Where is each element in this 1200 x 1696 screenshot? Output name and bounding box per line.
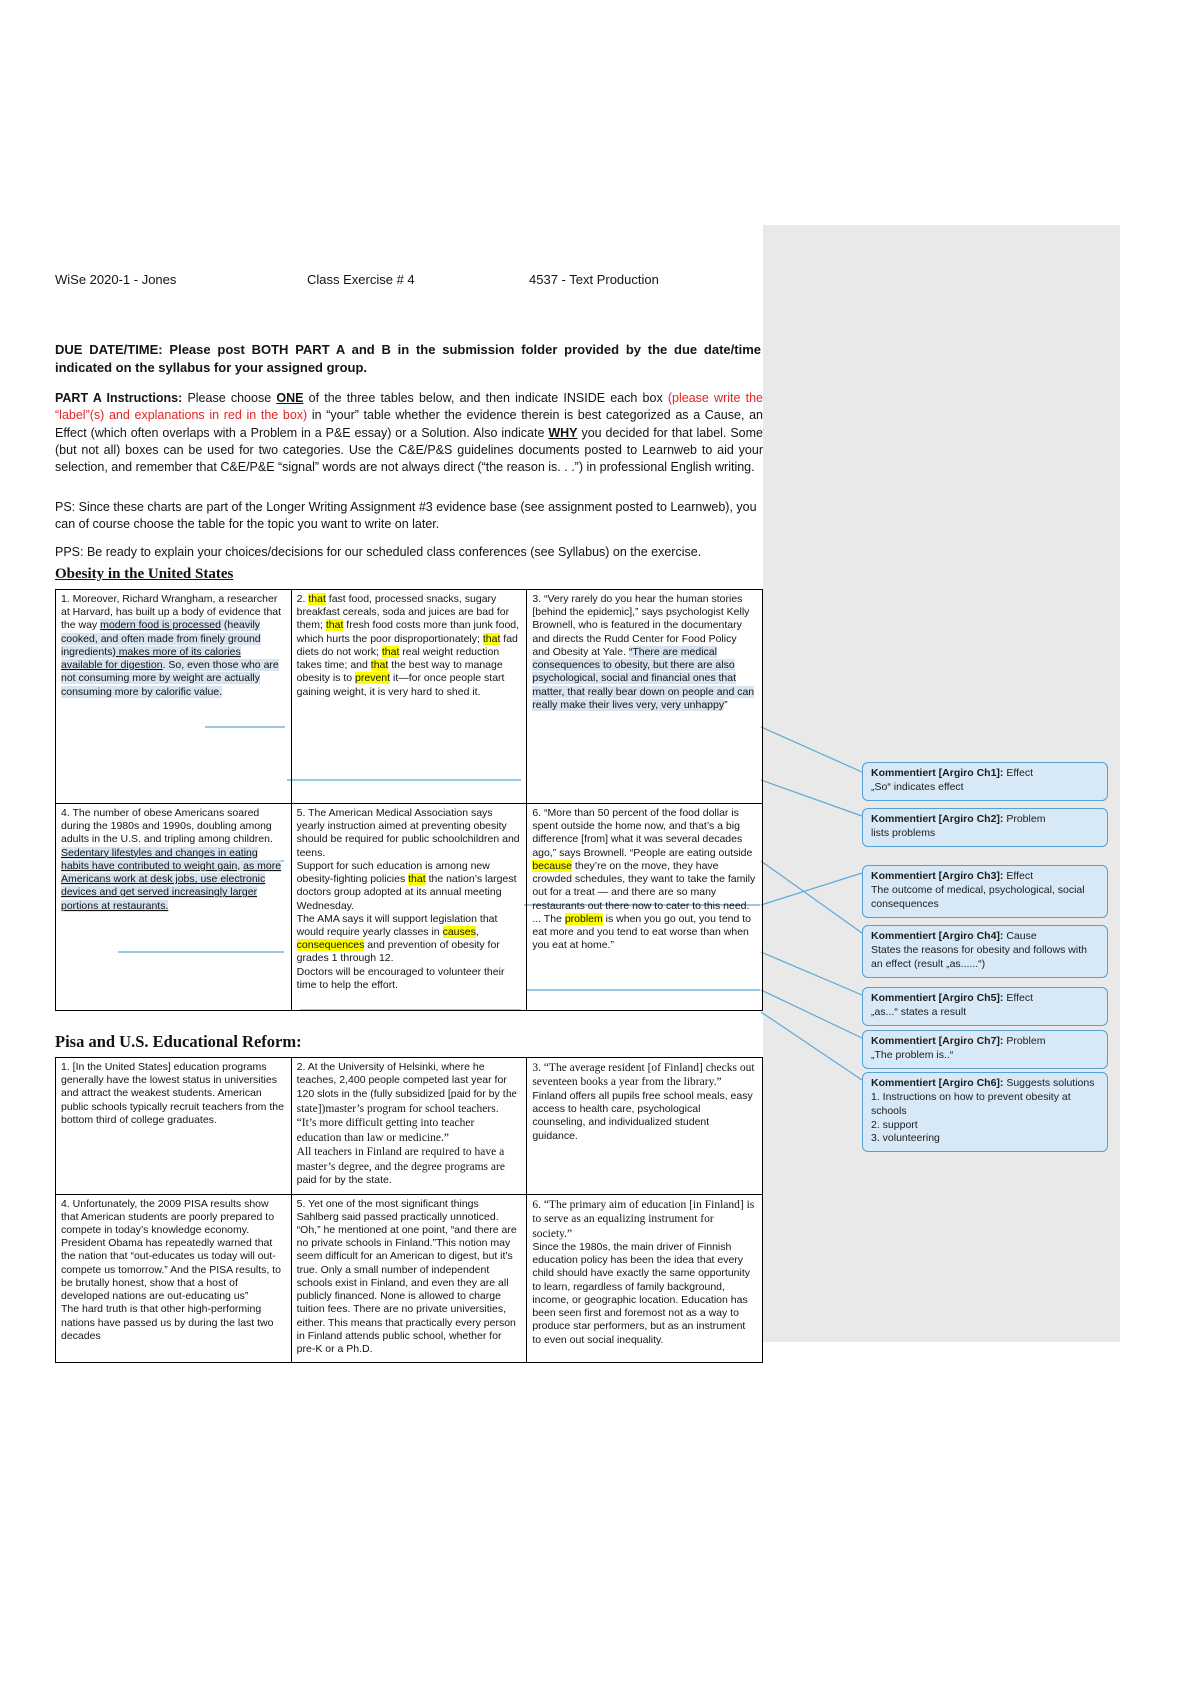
pisa-table: [55, 1057, 763, 1363]
comment-label: Kommentiert [Argiro Ch1]:: [871, 767, 1007, 779]
obesity-cell-5: 5. The American Medical Association says yearly instruction aimed at preventing obesity should be required for public schoolchildren and teens. Support for such education is among new obesity-fighting policies that the nation’s largest doctors group adopted at its annual meeting Wednesday. The AMA says it will support legislation that would require yearly classes in causes, consequences and prevention of obesity for grades 1 through 12. Doctors will be encouraged to volunteer their time to help the effort.: [291, 804, 527, 1011]
comment-label: Kommentiert [Argiro Ch6]:: [871, 1077, 1007, 1089]
comment-body: lists problems: [871, 826, 936, 839]
comment-header: [871, 992, 1099, 1006]
comment-argiro-ch7[interactable]: [862, 1030, 1108, 1069]
pisa-cell-6: 6. “The primary aim of education [in Finland] is to serve as an equalizing instrument for society.” Since the 1980s, the main driver of Finnish education policy has been the idea that every child should have exactly the same opportunity to learn, regardless of family background, income, or geographic location. Education has been seen first and foremost not as a way to produce star performers, but as an instrument to even out social inequality.: [527, 1194, 763, 1363]
part-a-instructions-paragraph: PART A Instructions: Please choose ONE of the three tables below, and then indicate INSIDE each box (please write the “label”(s) and explanations in red in the box) in “your” table whether the evidence therein is best categorized as a Cause, an Effect (which often overlaps with a Problem in a P&E essay) or a Solution. Also indicate WHY you decided for that label. Some (but not all) boxes can be used for two categories. Use the C&E/P&S guidelines documents posted to Learnweb to aid your selection, and remember that C&E/P&E “signal” words are not always direct (“the reason is. . .”) in professional English writing.: [55, 391, 763, 474]
comment-label: Kommentiert [Argiro Ch4]:: [871, 930, 1007, 942]
obesity-cell-2: 2. that fast food, processed snacks, sugary breakfast cereals, soda and juices are bad for them; that fresh food costs more than junk food, which hurts the poor disproportionately; that fad diets do not work; that real weight reduction takes time; and that the best way to manage obesity is to prevent it—for once people start gaining weight, it is very hard to shed it.: [291, 590, 527, 804]
comment-body: „So“ indicates effect: [871, 780, 964, 793]
pisa-cell-2: 2. At the University of Helsinki, where he teaches, 2,400 people competed last year for 120 slots in the (fully subsidized [paid for by the state])master’s program for school teachers. “It’s more difficult getting into teacher education than law or medicine.” All teachers in Finland are required to have a master’s degree, and the degree programs are paid for by the state.: [291, 1058, 527, 1195]
comment-label: Kommentiert [Argiro Ch3]:: [871, 870, 1007, 882]
comment-argiro-ch6[interactable]: [862, 1072, 1108, 1152]
pisa-table-row-2: [56, 1194, 763, 1363]
comment-category: Problem: [1006, 1035, 1046, 1047]
comment-label: Kommentiert [Argiro Ch2]:: [871, 813, 1007, 825]
obesity-table-row-2: [56, 804, 763, 1011]
header-course-term: WiSe 2020-1 - Jones: [55, 272, 177, 287]
pisa-cell-1: 1. [In the United States] education programs generally have the lowest status in universities and attract the weakest students. American public schools typically recruit teachers from the bottom third of college graduates.: [56, 1058, 292, 1195]
pisa-cell-4: 4. Unfortunately, the 2009 PISA results show that American students are poorly prepared to compete in today’s knowledge economy. President Obama has repeatedly warned that the nation that “out-educates us today will out-compete us tomorrow.” And the PISA results, to be brutally honest, show that a host of developed nations are out-educating us” The hard truth is that other high-performing nations have passed us by during the last two decades: [56, 1194, 292, 1363]
obesity-cell-3: 3. “Very rarely do you hear the human stories [behind the epidemic],” says psychologist Kelly Brownell, who is featured in the documentary and directs the Rudd Center for Food Policy and Obesity at Yale. “There are medical consequences to obesity, but there are also psychological, social and financial ones that matter, that really bear down on people and can really make their lives very, very unhappy”: [527, 590, 763, 804]
obesity-cell-6: 6. “More than 50 percent of the food dollar is spent outside the home now, and that’s a big difference [from] what it was several decades ago,” says Brownell. “People are eating outside because they’re on the move, they have crowded schedules, they want to take the family out for a treat — and there are so many restaurants out there now to cater to this need. ... The problem is when you go out, you tend to eat more and you tend to eat worse than when you eat at home.”: [527, 804, 763, 1011]
obesity-table-title: Obesity in the United States: [55, 566, 234, 582]
comment-body: 1. Instructions on how to prevent obesity at schools 2. support 3. volunteering: [871, 1090, 1071, 1145]
header-course-number: 4537 - Text Production: [529, 272, 659, 287]
comment-category: Effect: [1006, 992, 1033, 1004]
comment-category: Suggests solutions: [1006, 1077, 1095, 1089]
obesity-table-section: [55, 589, 763, 1011]
comment-category: Effect: [1006, 767, 1033, 779]
comment-argiro-ch4[interactable]: [862, 925, 1108, 978]
obesity-table: [55, 589, 763, 1011]
comment-category: Effect: [1006, 870, 1033, 882]
comment-body: „as...“ states a result: [871, 1005, 967, 1018]
obesity-cell-4: 4. The number of obese Americans soared during the 1980s and 1990s, doubling among adults in the U.S. and tripling among children. Sedentary lifestyles and changes in eating habits have contributed to weight gain, as more Americans work at desk jobs, use electronic devices and get served increasingly larger portions at restaurants.: [56, 804, 292, 1011]
comment-header: [871, 1077, 1099, 1091]
comment-category: Cause: [1006, 930, 1037, 942]
comment-header: [871, 930, 1099, 944]
pisa-table-title: Pisa and U.S. Educational Reform:: [55, 1032, 302, 1051]
comment-body: States the reasons for obesity and follows with an effect (result „as......“): [871, 943, 1087, 970]
pisa-cell-3: 3. “The average resident [of Finland] checks out seventeen books a year from the library.” Finland offers all pupils free school meals, easy access to health care, psychological counseling, and individualized student guidance.: [527, 1058, 763, 1195]
pisa-table-section: [55, 1032, 763, 1363]
due-date-paragraph: DUE DATE/TIME: Please post BOTH PART A and B in the submission folder provided by the due date/time indicated on the syllabus for your assigned group.: [55, 342, 761, 376]
ps-paragraph: PS: Since these charts are part of the Longer Writing Assignment #3 evidence base (see assignment posted to Learnweb), you can of course choose the table for the topic you want to write on later.: [55, 500, 757, 532]
obesity-cell-1: 1. Moreover, Richard Wrangham, a researcher at Harvard, has built up a body of evidence that the way modern food is processed (heavily cooked, and often made from finely ground ingredients) makes more of its calories available for digestion. So, even those who are not consuming more by weight are actually consuming more by calorific value.: [56, 590, 292, 804]
pisa-table-row-1: [56, 1058, 763, 1195]
comment-argiro-ch3[interactable]: [862, 865, 1108, 918]
comment-label: Kommentiert [Argiro Ch5]:: [871, 992, 1007, 1004]
comment-header: [871, 767, 1099, 781]
comment-argiro-ch1[interactable]: [862, 762, 1108, 801]
comment-label: Kommentiert [Argiro Ch7]:: [871, 1035, 1007, 1047]
comment-category: Problem: [1006, 813, 1046, 825]
comment-header: [871, 1035, 1099, 1049]
header-exercise-title: Class Exercise # 4: [307, 272, 415, 287]
page-header: [55, 272, 767, 287]
comment-header: [871, 870, 1099, 884]
comment-body: „The problem is..“: [871, 1048, 954, 1061]
comment-body: The outcome of medical, psychological, social consequences: [871, 883, 1085, 910]
obesity-table-row-1: [56, 590, 763, 804]
comment-header: [871, 813, 1099, 827]
comment-argiro-ch2[interactable]: [862, 808, 1108, 847]
comment-argiro-ch5[interactable]: [862, 987, 1108, 1026]
pps-paragraph: PPS: Be ready to explain your choices/decisions for our scheduled class conferences (see Syllabus) on the exercise.: [55, 545, 702, 559]
pisa-cell-5: 5. Yet one of the most significant things Sahlberg said passed practically unnoticed. “Oh,” he mentioned at one point, “and there are no private schools in Finland.”This notion may seem difficult for an American to digest, but it’s true. Only a small number of independent schools exist in Finland, and even they are all publicly financed. None is allowed to charge tuition fees. There are no private universities, either. This means that practically every person in Finland attends public school, whether for pre-K or a Ph.D.: [291, 1194, 527, 1363]
